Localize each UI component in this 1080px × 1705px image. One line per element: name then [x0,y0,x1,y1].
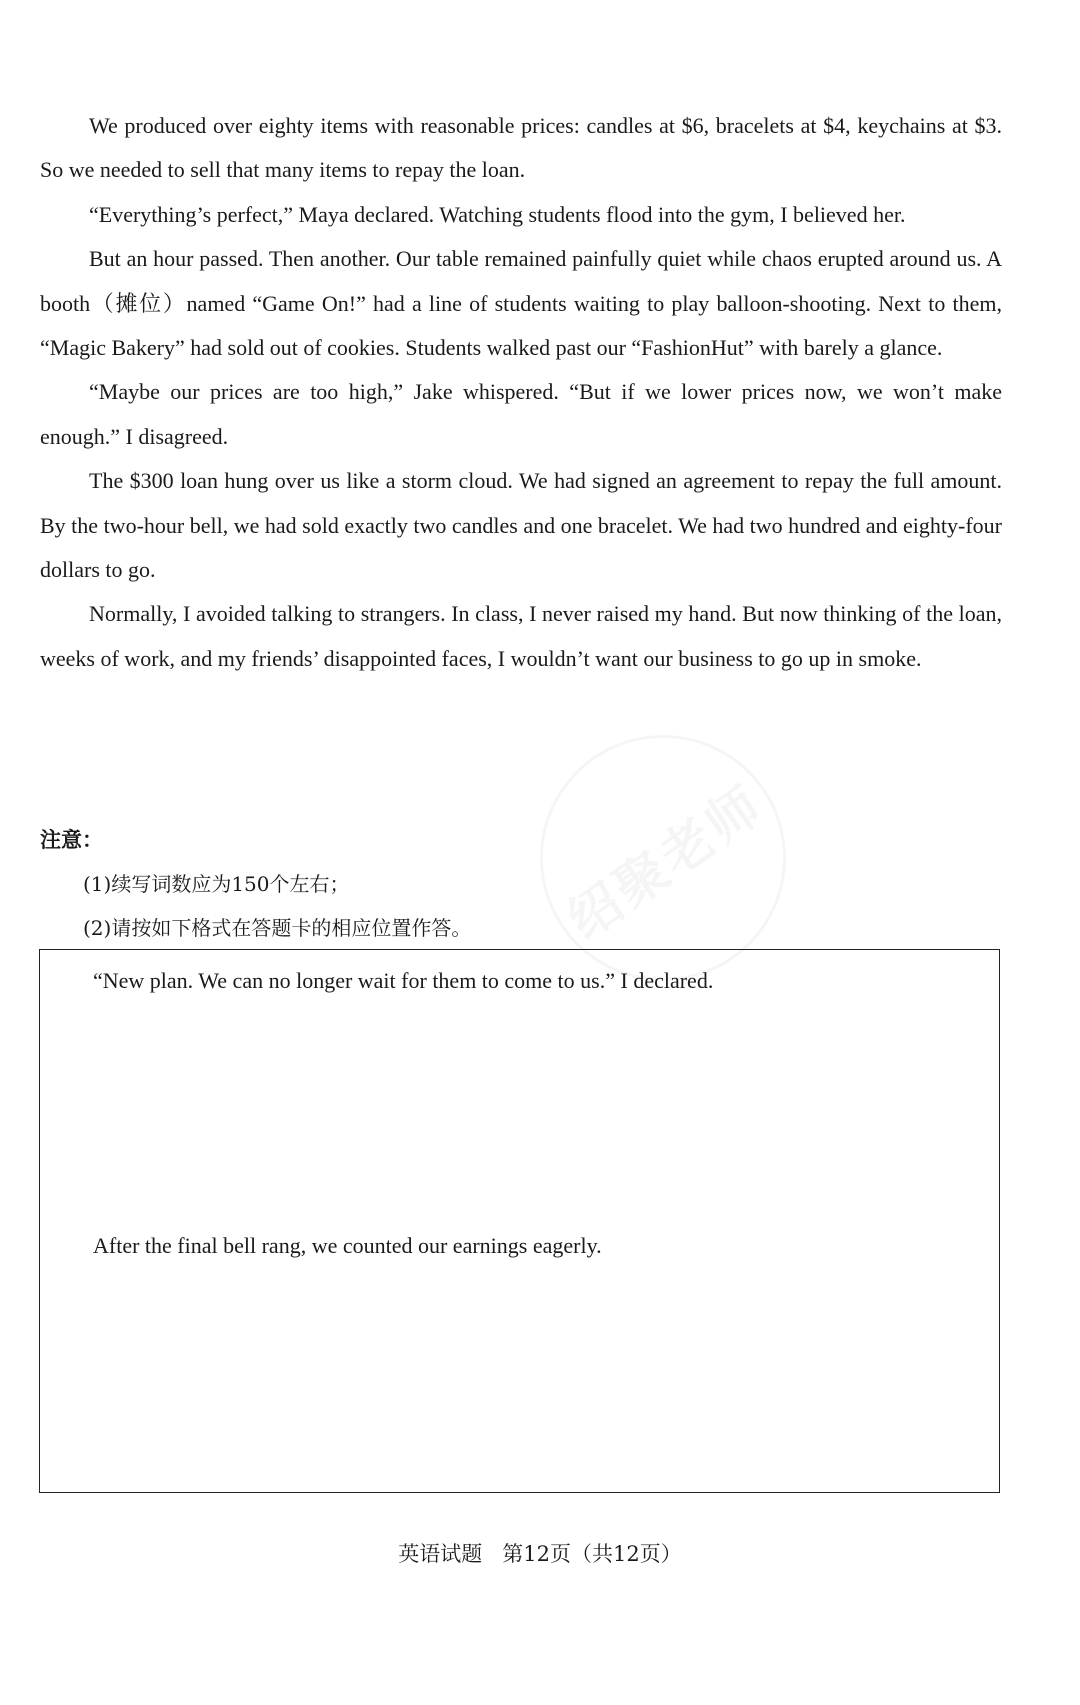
instruction-item: (2)请按如下格式在答题卡的相应位置作答。 [83,916,472,940]
passage-paragraph: “Maybe our prices are too high,” Jake whispered. “But if we lower prices now, we won’t make enough.” I disagreed. [40,379,1002,449]
passage-paragraph: But an hour passed. Then another. Our table remained painfully quiet while chaos erupted around us. A booth（摊位）named “Game On!” had a line of students waiting to play balloon-shooting. Next to them, “Magic Bakery” had sold out of cookies. Students walked past our “FashionHut” with barely a glance. [40,246,1002,361]
paragraph-one-opening: “New plan. We can no longer wait for them to come to us.” I declared. [93,968,714,993]
passage-paragraph: The $300 loan hung over us like a storm cloud. We had signed an agreement to repay the full amount. By the two-hour bell, we had sold exactly two candles and one bracelet. We had two hundred and eighty-four dollars to go. [40,468,1002,583]
instruction-item: (1)续写词数应为150个左右； [83,872,350,896]
footer-page-number: 第12页（共12页） [502,1542,682,1566]
paragraph-two-opening: After the final bell rang, we counted our earnings eagerly. [93,1233,602,1258]
answer-format-box [39,949,1000,1493]
instructions-section [40,818,740,950]
story-passage [40,104,1002,681]
page-footer [0,1539,1080,1569]
passage-paragraph: We produced over eighty items with reasonable prices: candles at $6, bracelets at $4, keychains at $3. So we needed to sell that many items to repay the loan. [40,113,1002,183]
passage-paragraph: Normally, I avoided talking to strangers. In class, I never raised my hand. But now thinking of the loan, weeks of work, and my friends’ disappointed faces, I wouldn’t want our business to go up in smoke. [40,601,1002,671]
passage-paragraph: “Everything’s perfect,” Maya declared. Watching students flood into the gym, I believed her. [89,201,906,227]
instructions-title: 注意： [40,828,103,852]
footer-subject: 英语试题 [398,1542,483,1566]
